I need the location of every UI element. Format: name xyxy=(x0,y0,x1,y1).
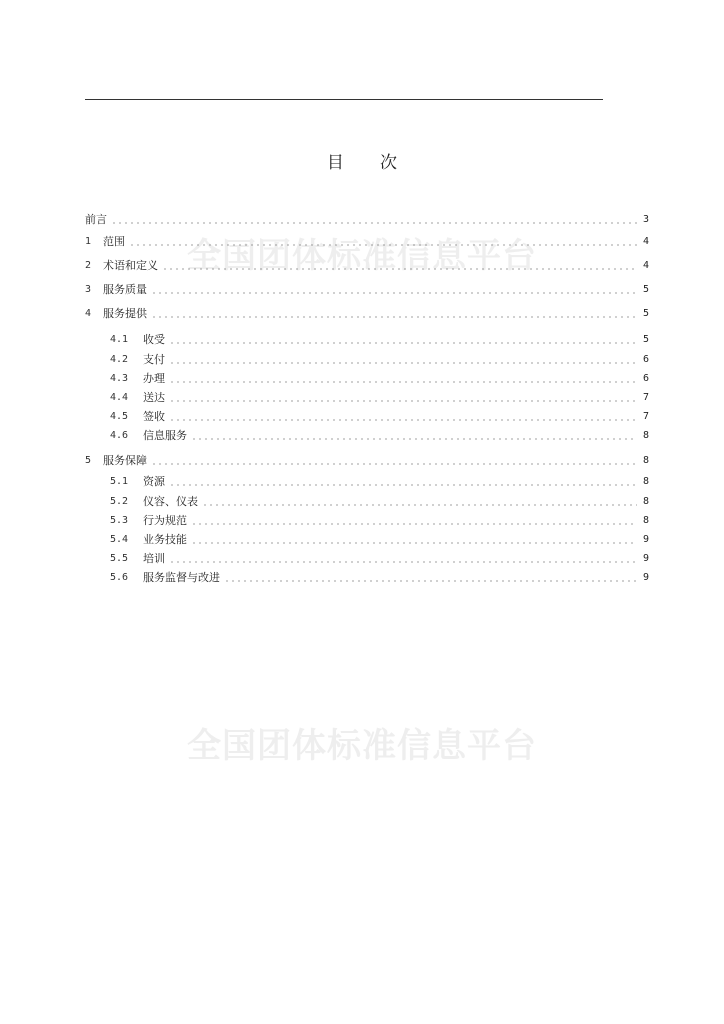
toc-dot-leader xyxy=(169,362,637,364)
toc-entry-number: 5.4 xyxy=(110,534,129,545)
toc-entry-number: 4.2 xyxy=(110,354,129,365)
toc-page-number: 9 xyxy=(642,553,649,564)
toc-entry-label: 签收 xyxy=(143,410,165,423)
toc-entry-label: 范围 xyxy=(103,235,125,248)
toc-page-number: 9 xyxy=(642,534,649,545)
toc-dot-leader xyxy=(202,504,637,506)
toc-dot-leader xyxy=(191,438,637,440)
toc-entry[interactable] xyxy=(85,258,649,274)
toc-dot-leader xyxy=(151,316,637,318)
toc-entry[interactable] xyxy=(110,551,649,567)
toc-page-number: 7 xyxy=(642,392,649,403)
toc-page-number: 5 xyxy=(642,308,649,319)
toc-entry[interactable] xyxy=(110,371,649,387)
toc-entry-number: 5 xyxy=(85,455,92,466)
toc-entry-label: 信息服务 xyxy=(143,429,187,442)
toc-entry[interactable] xyxy=(110,409,649,425)
toc-dot-leader xyxy=(169,400,637,402)
toc-entry-number: 5.2 xyxy=(110,496,129,507)
toc-dot-leader xyxy=(151,463,637,465)
toc-entry-number: 5.3 xyxy=(110,515,129,526)
toc-entry-number: 4.1 xyxy=(110,334,129,345)
toc-entry-label: 收受 xyxy=(143,333,165,346)
toc-entry-number: 2 xyxy=(85,260,92,271)
toc-entry-number: 4.4 xyxy=(110,392,129,403)
toc-entry-label: 服务质量 xyxy=(103,283,147,296)
toc-entry-label: 前言 xyxy=(85,213,107,226)
toc-dot-leader xyxy=(169,419,637,421)
toc-entry-number: 3 xyxy=(85,284,92,295)
toc-dot-leader xyxy=(169,381,637,383)
toc-entry-number: 4.5 xyxy=(110,411,129,422)
toc-entry[interactable] xyxy=(110,513,649,529)
toc-entry-label: 支付 xyxy=(143,353,165,366)
watermark: 全国团体标准信息平台 xyxy=(187,726,537,766)
toc-entry[interactable] xyxy=(110,570,649,586)
toc-dot-leader xyxy=(169,484,637,486)
toc-entry[interactable] xyxy=(85,282,649,298)
toc-entry[interactable] xyxy=(110,352,649,368)
toc-entry-number: 5.5 xyxy=(110,553,129,564)
toc-title xyxy=(0,148,724,173)
toc-page-number: 8 xyxy=(642,455,649,466)
toc-page-number: 8 xyxy=(642,430,649,441)
toc-dot-leader xyxy=(111,222,637,224)
toc-entry[interactable] xyxy=(85,212,649,228)
toc-entry[interactable] xyxy=(85,453,649,469)
toc-entry-label: 培训 xyxy=(143,552,165,565)
toc-entry-label: 术语和定义 xyxy=(103,259,158,272)
header-rule xyxy=(85,99,603,100)
toc-entry-label: 送达 xyxy=(143,391,165,404)
toc-entry-label: 服务提供 xyxy=(103,307,147,320)
toc-entry[interactable] xyxy=(110,532,649,548)
toc-entry[interactable] xyxy=(85,306,649,322)
toc-entry[interactable] xyxy=(85,234,649,250)
toc-entry-number: 5.6 xyxy=(110,572,129,583)
toc-dot-leader xyxy=(191,523,637,525)
toc-page-number: 6 xyxy=(642,354,649,365)
toc-entry-label: 办理 xyxy=(143,372,165,385)
toc-entry[interactable] xyxy=(110,474,649,490)
toc-entry-label: 行为规范 xyxy=(143,514,187,527)
toc-page-number: 8 xyxy=(642,496,649,507)
toc-entry-label: 服务保障 xyxy=(103,454,147,467)
toc-page-number: 8 xyxy=(642,476,649,487)
toc-page-number: 6 xyxy=(642,373,649,384)
toc-dot-leader xyxy=(169,561,637,563)
toc-dot-leader xyxy=(191,542,637,544)
toc-dot-leader xyxy=(162,268,637,270)
toc-page-number: 9 xyxy=(642,572,649,583)
toc-page-number: 8 xyxy=(642,515,649,526)
toc-dot-leader xyxy=(169,342,637,344)
toc-page-number: 4 xyxy=(642,260,649,271)
toc-entry[interactable] xyxy=(110,428,649,444)
toc-entry-number: 4.3 xyxy=(110,373,129,384)
toc-page-number: 5 xyxy=(642,284,649,295)
toc-entry-number: 4.6 xyxy=(110,430,129,441)
toc-entry[interactable] xyxy=(110,390,649,406)
toc-entry-label: 仪容、仪表 xyxy=(143,495,198,508)
toc-page-number: 4 xyxy=(642,236,649,247)
toc-entry-label: 业务技能 xyxy=(143,533,187,546)
toc-page-number: 7 xyxy=(642,411,649,422)
toc-title-char-1: 目 xyxy=(326,153,344,173)
toc-entry-number: 4 xyxy=(85,308,92,319)
toc-entry[interactable] xyxy=(110,494,649,510)
toc-entry-label: 资源 xyxy=(143,475,165,488)
toc-dot-leader xyxy=(151,292,637,294)
toc-page-number: 5 xyxy=(642,334,649,345)
toc-page-number: 3 xyxy=(642,214,649,225)
watermark: 全国团体标准信息平台 xyxy=(187,236,537,276)
toc-dot-leader xyxy=(224,580,637,582)
toc-entry-label: 服务监督与改进 xyxy=(143,571,220,584)
toc-entry-number: 5.1 xyxy=(110,476,129,487)
toc-title-char-2: 次 xyxy=(380,153,398,173)
toc-entry-number: 1 xyxy=(85,236,92,247)
toc-dot-leader xyxy=(129,244,637,246)
toc-entry[interactable] xyxy=(110,332,649,348)
